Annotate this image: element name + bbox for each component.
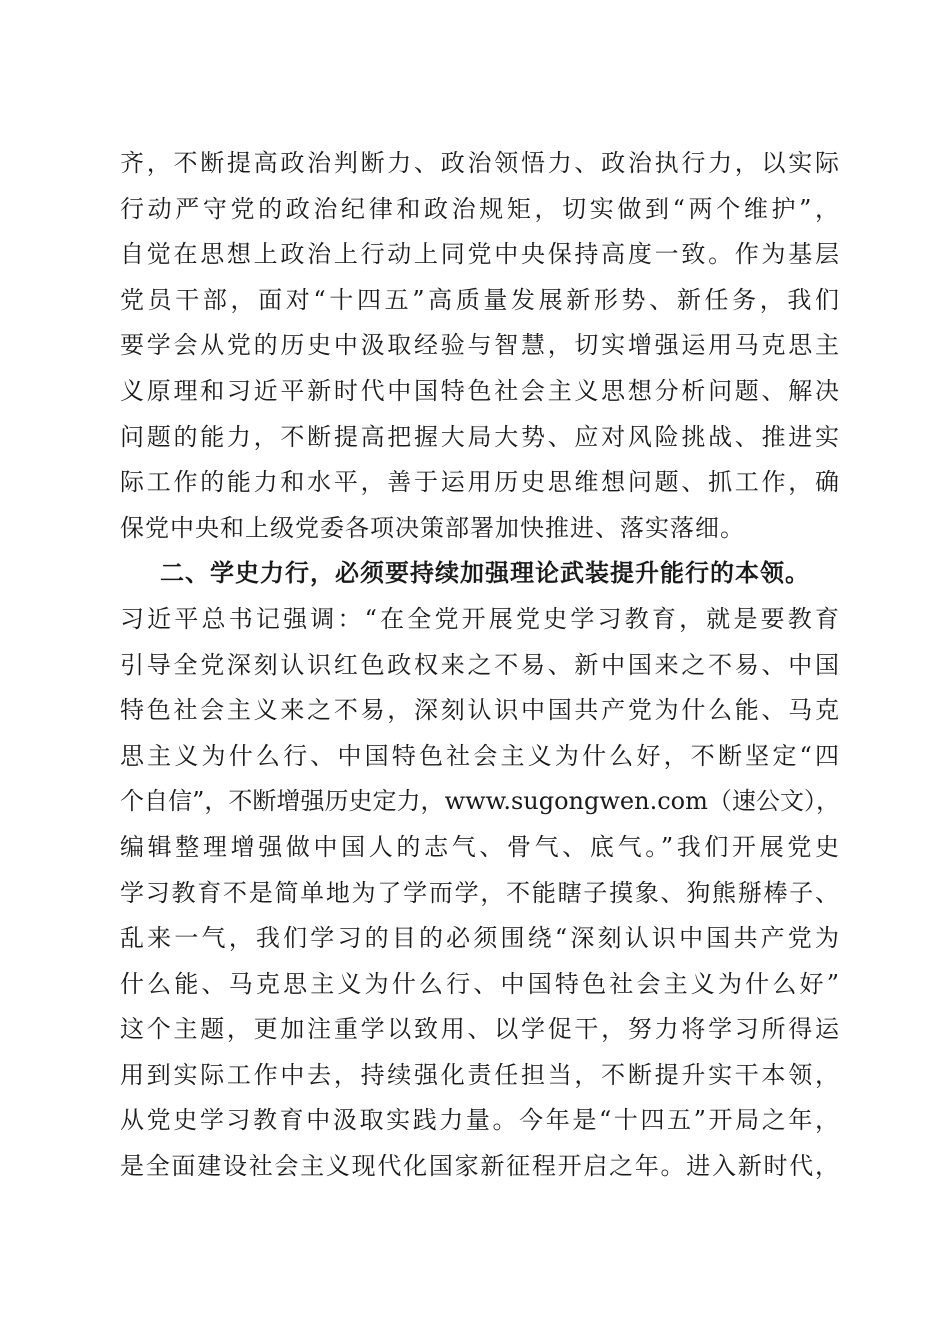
body-line: 从党史学习教育中汲取实践力量。今年是“十四五”开局之年， [120,1106,840,1135]
body-line: 保党中央和上级党委各项决策部署加快推进、落实落细。 [120,513,745,542]
body-line: 习近平总书记强调：“在全党开展党史学习教育，就是要教育 [120,604,840,633]
body-line: 党员干部，面对“十四五”高质量发展新形势、新任务，我们 [120,285,840,314]
body-line: 义原理和习近平新时代中国特色社会主义思想分析问题、解决 [120,376,840,405]
body-line: 这个主题，更加注重学以致用、以学促干，努力将学习所得运 [120,1015,840,1044]
body-line: 什么能、马克思主义为什么行、中国特色社会主义为什么好” [120,969,840,998]
body-line: 个自信”，不断增强历史定力，www.sugongwen.com（速公文）， [120,787,840,816]
body-line: 用到实际工作中去，持续强化责任担当，不断提升实干本领， [120,1060,840,1089]
body-line: 引导全党深刻认识红色政权来之不易、新中国来之不易、中国 [120,650,840,679]
body-line: 要学会从党的历史中汲取经验与智慧，切实增强运用马克思主 [120,331,840,360]
body-line: 问题的能力，不断提高把握大局大势、应对风险挑战、推进实 [120,422,840,451]
body-line: 特色社会主义来之不易，深刻认识中国共产党为什么能、马克 [120,696,840,725]
body-line: 自觉在思想上政治上行动上同党中央保持高度一致。作为基层 [120,240,840,269]
body-line: 是全面建设社会主义现代化国家新征程开启之年。进入新时代， [120,1152,840,1181]
body-line: 思主义为什么行、中国特色社会主义为什么好，不断坚定“四 [120,741,840,770]
body-line: 乱来一气，我们学习的目的必须围绕“深刻认识中国共产党为 [120,924,840,953]
body-line: 学习教育不是简单地为了学而学，不能瞎子摸象、狗熊掰棒子、 [120,878,840,907]
body-line: 齐，不断提高政治判断力、政治领悟力、政治执行力，以实际 [120,149,840,177]
body-line: 际工作的能力和水平，善于运用历史思维想问题、抓工作，确 [120,468,840,497]
section-heading: 二、学史力行，必须要持续加强理论武装提升能行的本领。 [160,559,810,588]
body-line: 行动严守党的政治纪律和政治规矩，切实做到“两个维护”， [120,194,840,223]
document-body [120,141,840,1190]
body-line: 编辑整理增强做中国人的志气、骨气、底气。”我们开展党史 [120,832,840,861]
